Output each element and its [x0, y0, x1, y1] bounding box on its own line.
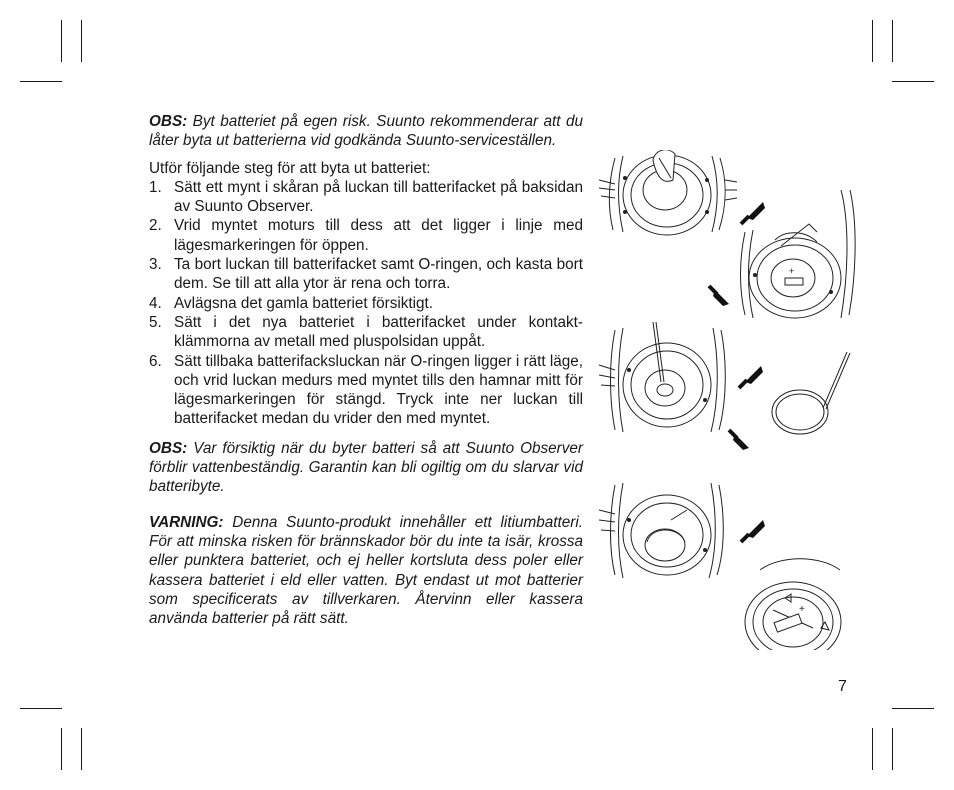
steps-list — [149, 178, 583, 429]
page-number: 7 — [838, 678, 847, 695]
crop-mark — [81, 728, 82, 770]
arrow-icon — [739, 380, 747, 388]
battery-plus-label: + — [789, 266, 795, 276]
battery-replacement-illustration — [595, 150, 860, 650]
list-item — [149, 352, 583, 429]
crop-mark — [892, 81, 934, 82]
step-number: 1. — [149, 178, 162, 196]
note-obs-water — [149, 439, 583, 497]
step-text: Ta bort luckan till batterifacket samt O-ringen, och kasta bort dem. Se till att alla ytor är rena och torra. — [174, 256, 583, 293]
arrow-icon — [741, 216, 749, 224]
warning-battery — [149, 513, 583, 629]
step-text: Sätt i det nya batteriet i batterifacket under kontakt-klämmorna av metall med pluspolsidan uppåt. — [174, 313, 583, 351]
note-text: Byt batteriet på egen risk. Suunto rekommenderar att du låter byta ut batterierna vid godkända Suunto-serviceställen. — [149, 113, 583, 150]
note-obs-risk — [149, 112, 583, 151]
battery-plus-label: + — [799, 604, 805, 615]
list-item — [149, 294, 583, 313]
crop-mark — [81, 20, 82, 62]
crop-mark — [892, 728, 893, 770]
note-text: Var försiktig när du byter batteri så att Suunto Observer förblir vattenbeständig. Garantin kan bli ogiltig om du slarvar vid batteribyte. — [149, 439, 583, 496]
watch-back-coin-icon — [599, 150, 737, 235]
crop-mark — [20, 708, 62, 709]
note-label: OBS: — [149, 439, 188, 457]
step-number: 5. — [149, 313, 162, 331]
list-item — [149, 313, 583, 352]
arrow-icon — [729, 430, 737, 438]
step-number: 3. — [149, 256, 162, 274]
warning-text: Denna Suunto-produkt innehåller ett litiumbatteri. För att minska risken för brännskador bör du inte ta isär, krossa eller punktera batteriet, och ej heller kortsluta dess poler eller kassera batteriet i eld eller vatten. Byt endast ut mot batterier som specificerats av tillverkaren. Återvinn eller kassera använda batterier på rätt sätt. — [149, 513, 583, 628]
crop-mark — [872, 20, 873, 62]
note-label: OBS: — [149, 113, 188, 130]
battery-removal-icon — [599, 322, 725, 432]
crop-mark — [61, 728, 62, 770]
battery-insert-icon — [599, 483, 723, 578]
list-item — [149, 216, 583, 255]
crop-mark — [892, 708, 934, 709]
list-item — [149, 178, 583, 217]
arrow-icon — [709, 286, 717, 294]
crop-mark — [872, 728, 873, 770]
step-text: Vrid myntet moturs till dess att det ligger i linje med lägesmarkeringen för öppen. — [174, 217, 583, 254]
crop-mark — [892, 20, 893, 62]
warning-label: VARNING: — [149, 513, 224, 531]
intro-text: Utför följande steg för att byta ut batteriet: — [149, 159, 431, 177]
crop-mark — [61, 20, 62, 62]
step-number: 4. — [149, 294, 162, 312]
step-text: Avlägsna det gamla batteriet försiktigt. — [174, 294, 434, 312]
step-text: Sätt tillbaka batterifacksluckan när O-ringen ligger i rätt läge, och vrid luckan medurs med myntet tills den hamnar mitt för lägesmarkeringen för stängd. Tryck inte ner luckan till batterifacket medan du vrider den med myntet. — [174, 352, 583, 428]
arrow-icon — [741, 534, 749, 542]
o-ring-icon — [772, 352, 850, 434]
text-column — [149, 112, 583, 628]
battery-closeup-icon — [745, 559, 841, 650]
crop-mark — [20, 81, 62, 82]
list-item — [149, 255, 583, 294]
step-number: 6. — [149, 352, 162, 370]
step-text: Sätt ett mynt i skåran på luckan till batterifacket på baksidan av Suunto Observer. — [174, 178, 583, 216]
step-number: 2. — [149, 217, 162, 235]
